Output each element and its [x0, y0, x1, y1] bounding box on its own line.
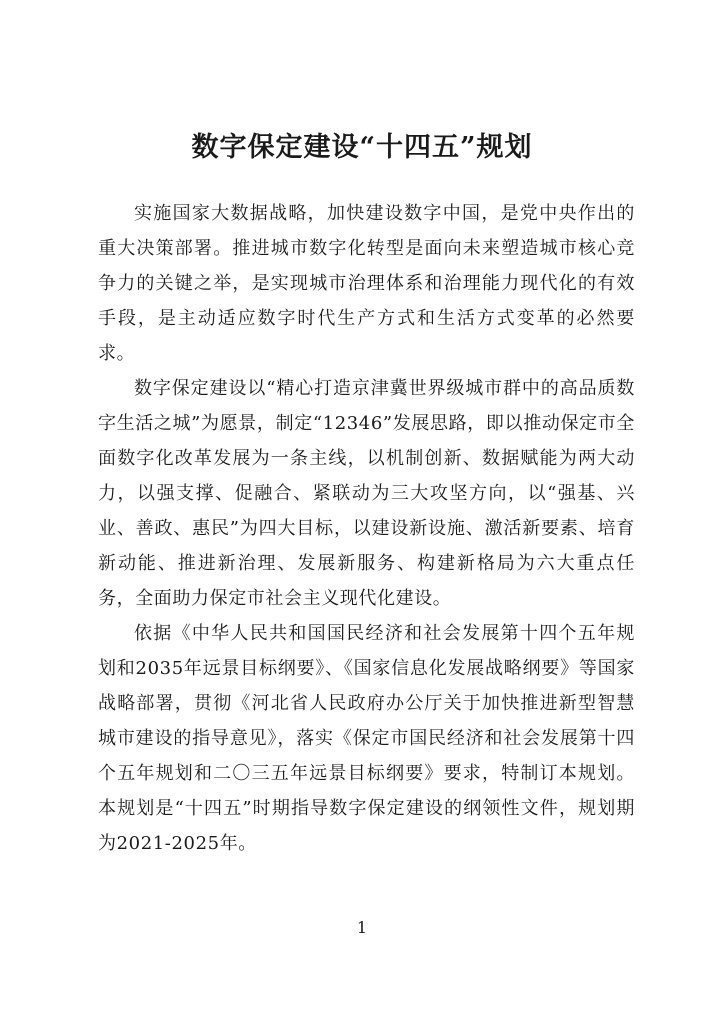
paragraph-3: 依据《中华人民共和国国民经济和社会发展第十四个五年规划和2035年远景目标纲要》、《国家信息化发展战略纲要》等国家战略部署，贯彻《河北省人民政府办公厅关于加快推进新型智慧城市建设的指导意见》，落实《保定市国民经济和社会发展第十四个五年规划和二〇三五年远景目标纲要》要求，特制订本规划。本规划是“十四五”时期指导数字保定建设的纲领性文件，规划期为2021-2025年。: [98, 623, 635, 854]
document-title: 数字保定建设“十四五”规划: [191, 132, 533, 163]
paragraph-2: 数字保定建设以“精心打造京津冀世界级城市群中的高品质数字生活之城”为愿景，制定“12346”发展思路，即以推动保定市全面数字化改革发展为一条主线，以机制创新、数据赋能为两大动力，以强支撑、促融合、紧联动为三大攻坚方向，以“强基、兴业、善政、惠民”为四大目标，以建设新设施、激活新要素、培育新动能、推进新治理、发展新服务、构建新格局为六大重点任务，全面助力保定市社会主义现代化建设。: [98, 378, 635, 609]
document-body: [98, 196, 635, 861]
page-number: 1: [356, 918, 368, 937]
paragraph-1: 实施国家大数据战略，加快建设数字中国，是党中央作出的重大决策部署。推进城市数字化转型是面向未来塑造城市核心竞争力的关键之举，是实现城市治理体系和治理能力现代化的有效手段，是主动适应数字时代生产方式和生活方式变革的必然要求。: [98, 203, 635, 364]
